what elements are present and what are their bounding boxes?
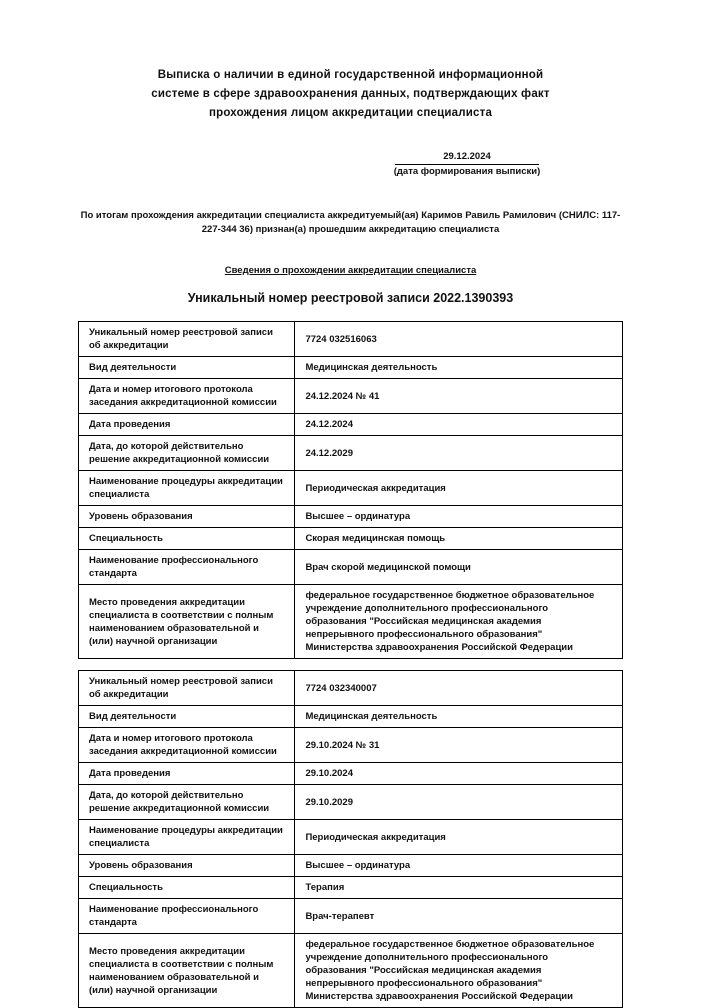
table-row [79, 820, 623, 855]
row-label: Уровень образования [79, 855, 295, 877]
table-row [79, 855, 623, 877]
table-row [79, 379, 623, 414]
row-label: Место проведения аккредитации специалиста в соответствии с полным наименованием образовательной и (или) научной организации [79, 585, 295, 659]
row-label: Специальность [79, 528, 295, 550]
page-title: Выписка о наличии в единой государственной информационной системе в сфере здравоохранения данных, подтверждающих факт прохождения лицом аккредитации специалиста [151, 69, 550, 119]
row-label: Уникальный номер реестровой записи об аккредитации [79, 322, 295, 357]
row-label: Дата проведения [79, 414, 295, 436]
accreditation-table-2 [78, 670, 623, 1008]
table-row [79, 728, 623, 763]
row-label: Уровень образования [79, 506, 295, 528]
row-label: Наименование профессионального стандарта [79, 550, 295, 585]
table-row [79, 436, 623, 471]
table-row [79, 785, 623, 820]
row-value: 24.12.2029 [295, 436, 623, 471]
row-value: Медицинская деятельность [295, 357, 623, 379]
issue-date-block [389, 150, 545, 179]
row-label: Уникальный номер реестровой записи об аккредитации [79, 671, 295, 706]
table-row [79, 899, 623, 934]
row-value: Периодическая аккредитация [295, 820, 623, 855]
section-heading: Сведения о прохождении аккредитации специалиста [224, 265, 477, 276]
row-value: Периодическая аккредитация [295, 471, 623, 506]
table-row [79, 414, 623, 436]
row-label: Наименование процедуры аккредитации специалиста [79, 471, 295, 506]
row-value: 29.10.2029 [295, 785, 623, 820]
row-value: 24.12.2024 [295, 414, 623, 436]
row-label: Наименование процедуры аккредитации специалиста [79, 820, 295, 855]
table-row [79, 357, 623, 379]
row-label: Вид деятельности [79, 357, 295, 379]
table-row [79, 763, 623, 785]
table-row [79, 550, 623, 585]
row-label: Наименование профессионального стандарта [79, 899, 295, 934]
row-value: 7724 032516063 [295, 322, 623, 357]
row-label: Место проведения аккредитации специалиста в соответствии с полным наименованием образовательной и (или) научной организации [79, 934, 295, 1008]
row-value: федеральное государственное бюджетное образовательное учреждение дополнительного профессионального образования "Российская медицинская академия непрерывного профессионального образования" Министерства здравоохранения Российской Федерации [295, 934, 623, 1008]
table-row [79, 528, 623, 550]
row-value: Медицинская деятельность [295, 706, 623, 728]
registry-number-heading: Уникальный номер реестровой записи 2022.1390393 [187, 291, 514, 305]
row-value: федеральное государственное бюджетное образовательное учреждение дополнительного профессионального образования "Российская медицинская академия непрерывного профессионального образования" Министерства здравоохранения Российской Федерации [295, 585, 623, 659]
intro-paragraph: По итогам прохождения аккредитации специалиста аккредитуемый(ая) Каримов Равиль Рамилович (СНИЛС: 117-227-344 36) признан(а) прошедшим аккредитацию специалиста [80, 210, 621, 235]
row-label: Дата, до которой действительно решение аккредитационной комиссии [79, 436, 295, 471]
table-row [79, 671, 623, 706]
row-label: Специальность [79, 877, 295, 899]
table-row [79, 934, 623, 1008]
row-label: Дата, до которой действительно решение аккредитационной комиссии [79, 785, 295, 820]
row-label: Вид деятельности [79, 706, 295, 728]
issue-date-value: 29.12.2024 [395, 150, 539, 165]
row-label: Дата и номер итогового протокола заседания аккредитационной комиссии [79, 728, 295, 763]
table-row [79, 706, 623, 728]
row-value: 24.12.2024 № 41 [295, 379, 623, 414]
table-row [79, 585, 623, 659]
table-row [79, 322, 623, 357]
row-label: Дата проведения [79, 763, 295, 785]
row-value: Скорая медицинская помощь [295, 528, 623, 550]
row-value: Терапия [295, 877, 623, 899]
row-value: 29.10.2024 № 31 [295, 728, 623, 763]
table-row [79, 506, 623, 528]
accreditation-table-1 [78, 321, 623, 659]
row-value: Высшее – ординатура [295, 506, 623, 528]
table-row [79, 471, 623, 506]
issue-date-caption: (дата формирования выписки) [393, 166, 541, 177]
row-label: Дата и номер итогового протокола заседания аккредитационной комиссии [79, 379, 295, 414]
table-row [79, 877, 623, 899]
row-value: Высшее – ординатура [295, 855, 623, 877]
row-value: Врач-терапевт [295, 899, 623, 934]
row-value: 7724 032340007 [295, 671, 623, 706]
row-value: Врач скорой медицинской помощи [295, 550, 623, 585]
row-value: 29.10.2024 [295, 763, 623, 785]
